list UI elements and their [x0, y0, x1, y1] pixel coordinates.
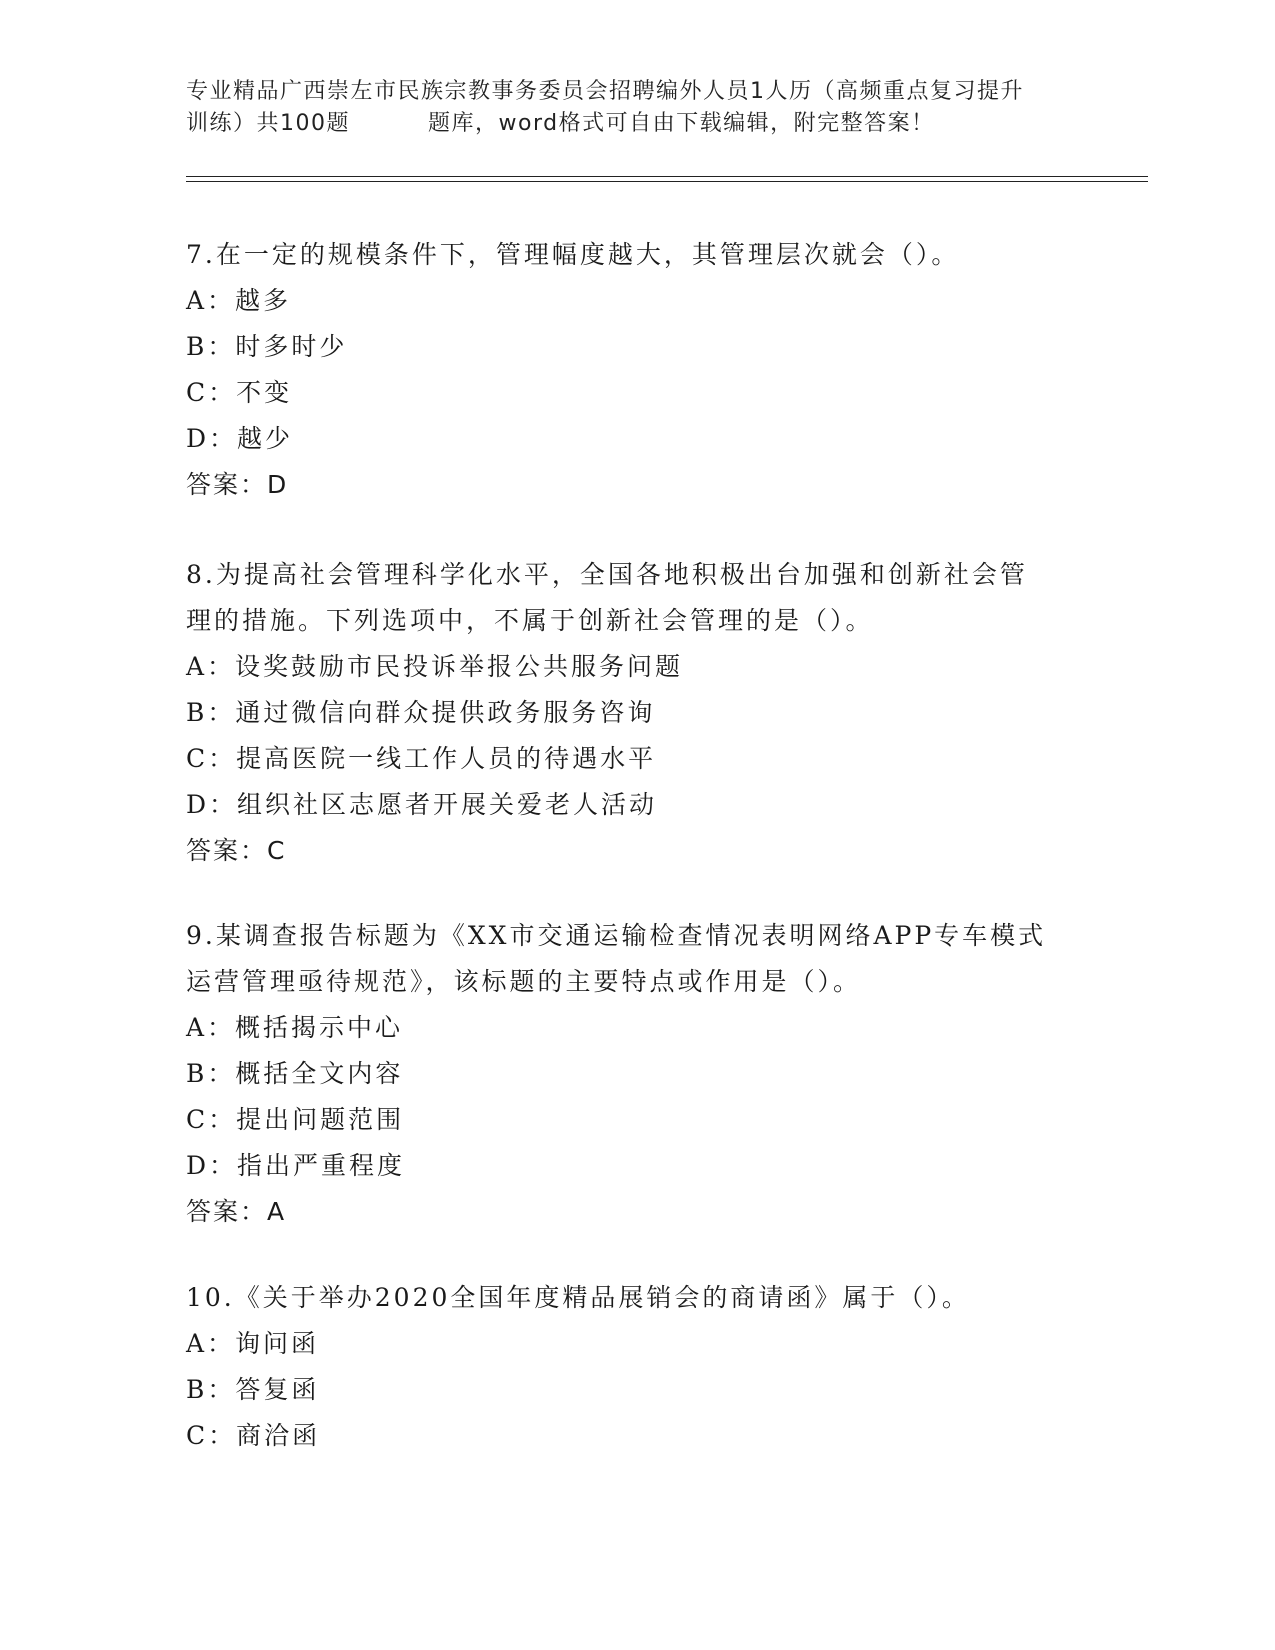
question-10: [186, 1275, 1086, 1459]
option-b: B：通过微信向群众提供政务服务咨询: [186, 698, 656, 727]
answer: 答案：D: [186, 470, 289, 499]
option-d: D：组织社区志愿者开展关爱老人活动: [186, 790, 658, 819]
question-stem: 10.《关于举办2020全国年度精品展销会的商请函》属于（）。: [186, 1283, 970, 1312]
option-c: C：提高医院一线工作人员的待遇水平: [186, 744, 657, 773]
option-a: A：询问函: [186, 1329, 320, 1358]
option-d: D：越少: [186, 424, 294, 453]
answer: 答案：C: [186, 836, 287, 865]
header-line-2: [186, 108, 1086, 140]
header-line-2-part-2: 题库，word格式可自由下载编辑，附完整答案！: [428, 111, 935, 136]
header-line-2-part-1: 训练）共100题: [186, 111, 350, 136]
question-stem-line-1: 9.某调查报告标题为《XX市交通运输检查情况表明网络APP专车模式: [186, 921, 1047, 950]
header-divider-top: [186, 176, 1148, 177]
option-d: D：指出严重程度: [186, 1151, 406, 1180]
header-divider-bottom: [186, 181, 1148, 182]
question-stem-line-2: 理的措施。下列选项中，不属于创新社会管理的是（）。: [186, 606, 874, 635]
question-stem-line-2: 运营管理亟待规范》，该标题的主要特点或作用是（）。: [186, 967, 862, 996]
question-stem-line-1: 8.为提高社会管理科学化水平，全国各地积极出台加强和创新社会管: [186, 560, 1028, 589]
question-7: [186, 232, 1086, 508]
answer: 答案：A: [186, 1197, 287, 1226]
option-a: A：设奖鼓励市民投诉举报公共服务问题: [186, 652, 684, 681]
option-a: A：越多: [186, 286, 292, 315]
question-stem: 7.在一定的规模条件下，管理幅度越大，其管理层次就会（）。: [186, 240, 960, 269]
question-8: [186, 552, 1086, 874]
option-b: B：概括全文内容: [186, 1059, 404, 1088]
option-c: C：提出问题范围: [186, 1105, 405, 1134]
document-header: [186, 76, 1086, 140]
option-c: C：不变: [186, 378, 293, 407]
option-b: B：时多时少: [186, 332, 348, 361]
option-b: B：答复函: [186, 1375, 320, 1404]
option-a: A：概括揭示中心: [186, 1013, 404, 1042]
header-line-1: 专业精品广西崇左市民族宗教事务委员会招聘编外人员1人历（高频重点复习提升: [186, 79, 1024, 104]
option-c: C：商洽函: [186, 1421, 321, 1450]
question-9: [186, 913, 1086, 1235]
